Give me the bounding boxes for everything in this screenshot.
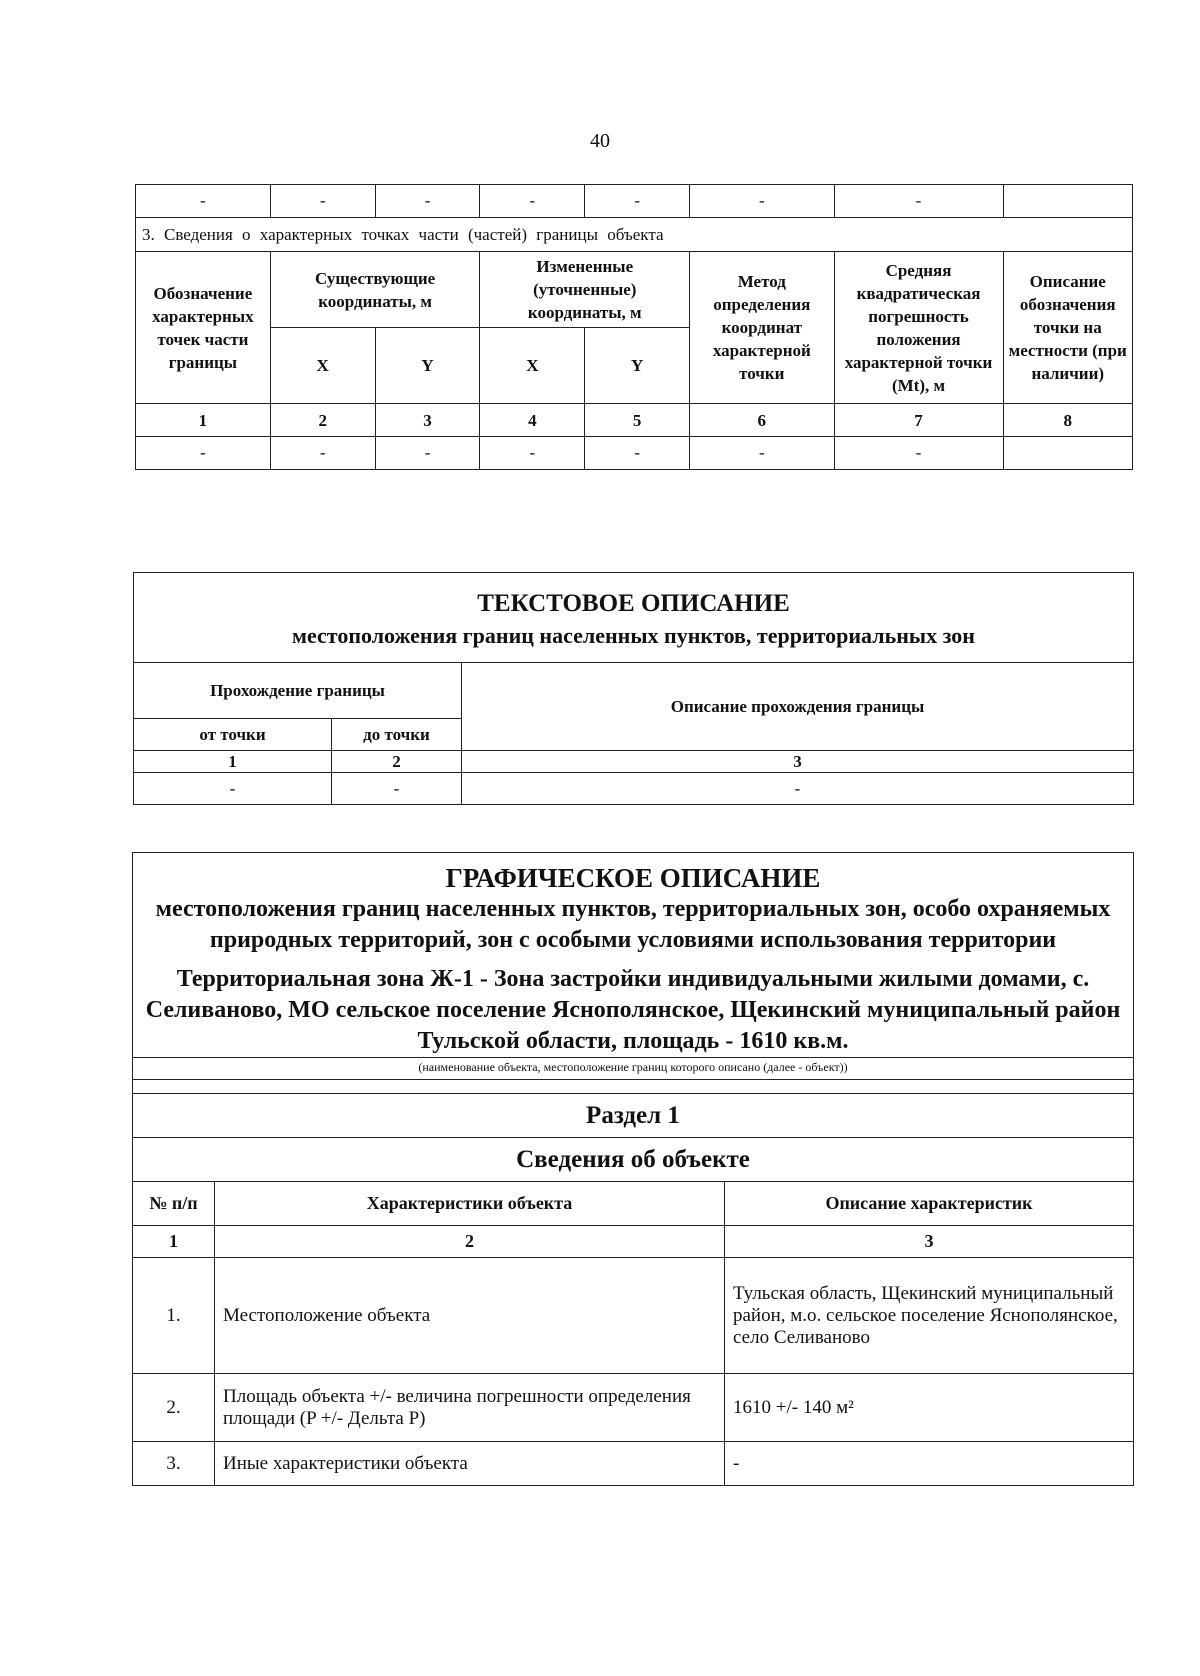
header-changed-coords: Измененные (уточненные) координаты, м [480, 252, 690, 328]
header-x-changed: X [480, 328, 585, 404]
data-cell: - [136, 437, 271, 470]
header-existing-coords: Существующие координаты, м [270, 252, 480, 328]
top-cell: - [136, 185, 271, 218]
top-cell [1003, 185, 1132, 218]
header-method: Метод определения координат характерной точки [690, 252, 834, 404]
column-number: 1 [136, 404, 271, 437]
header-passage: Прохождение границы [134, 663, 462, 719]
top-cell: - [690, 185, 834, 218]
top-cell: - [375, 185, 480, 218]
section-number: Раздел 1 [133, 1094, 1134, 1138]
row-number: 2. [133, 1374, 215, 1442]
header-y-changed: Y [585, 328, 690, 404]
graphic-description-title: ГРАФИЧЕСКОЕ ОПИСАНИЕ [445, 863, 821, 893]
header-characteristic-description: Описание характеристик [725, 1182, 1134, 1226]
column-number: 2 [215, 1226, 725, 1258]
text-description-title: ТЕКСТОВОЕ ОПИСАНИЕ [477, 589, 790, 617]
row-characteristic: Площадь объекта +/- величина погрешности определения площади (P +/- Дельта P) [215, 1374, 725, 1442]
data-cell [1003, 437, 1132, 470]
top-cell: - [834, 185, 1003, 218]
data-cell: - [585, 437, 690, 470]
table-row [133, 1374, 1134, 1442]
data-cell: - [462, 773, 1134, 805]
column-number: 6 [690, 404, 834, 437]
graphic-description-heading [133, 853, 1134, 957]
column-number: 1 [133, 1226, 215, 1258]
header-number: № п/п [133, 1182, 215, 1226]
column-number: 2 [270, 404, 375, 437]
header-designation: Обозначение характерных точек части границы [136, 252, 271, 404]
top-cell: - [270, 185, 375, 218]
top-cell: - [480, 185, 585, 218]
text-description-subtitle: местоположения границ населенных пунктов, территориальных зон [292, 622, 975, 648]
column-number: 7 [834, 404, 1003, 437]
header-characteristic: Характеристики объекта [215, 1182, 725, 1226]
header-passage-description: Описание прохождения границы [462, 663, 1134, 751]
header-x-existing: X [270, 328, 375, 404]
row-number: 3. [133, 1442, 215, 1486]
data-cell: - [834, 437, 1003, 470]
column-number: 4 [480, 404, 585, 437]
header-y-existing: Y [375, 328, 480, 404]
page-number: 40 [590, 130, 610, 152]
row-characteristic: Местоположение объекта [215, 1258, 725, 1374]
header-to-point: до точки [332, 719, 462, 751]
text-description-heading [134, 573, 1134, 663]
spacer-row [133, 1080, 1134, 1094]
row-characteristic: Иные характеристики объекта [215, 1442, 725, 1486]
column-number: 1 [134, 751, 332, 773]
column-number: 3 [375, 404, 480, 437]
data-cell: - [690, 437, 834, 470]
top-cell: - [585, 185, 690, 218]
column-number: 3 [725, 1226, 1134, 1258]
header-from-point: от точки [134, 719, 332, 751]
data-cell: - [375, 437, 480, 470]
row-value: Тульская область, Щекинский муниципальный район, м.о. сельское поселение Яснополянское, село Селиваново [725, 1258, 1134, 1374]
section-title: 3. Сведения о характерных точках части (частей) границы объекта [136, 218, 1133, 252]
boundary-points-table [135, 184, 1133, 470]
data-cell: - [270, 437, 375, 470]
row-value: - [725, 1442, 1134, 1486]
row-number: 1. [133, 1258, 215, 1374]
graphic-description-subtitle: местоположения границ населенных пунктов, территориальных зон, особо охраняемых природных территорий, зон с особыми условиями использования территории [155, 896, 1111, 953]
data-cell: - [134, 773, 332, 805]
column-number: 3 [462, 751, 1134, 773]
column-number: 8 [1003, 404, 1132, 437]
data-cell: - [332, 773, 462, 805]
column-number: 5 [585, 404, 690, 437]
graphic-description-table [132, 852, 1134, 1486]
table-row [133, 1258, 1134, 1374]
row-value: 1610 +/- 140 м² [725, 1374, 1134, 1442]
table-row [133, 1442, 1134, 1486]
section-title: Сведения об объекте [133, 1138, 1134, 1182]
header-error: Средняя квадратическая погрешность положения характерной точки (Mt), м [834, 252, 1003, 404]
header-description: Описание обозначения точки на местности (при наличии) [1003, 252, 1132, 404]
object-name: Территориальная зона Ж-1 - Зона застройки индивидуальными жилыми домами, с. Селиваново, МО сельское поселение Яснополянское, Щекинский муниципальный район Тульской области, площадь - 1610 кв.м. [133, 956, 1134, 1058]
object-name-caption: (наименование объекта, местоположение границ которого описано (далее - объект)) [133, 1058, 1134, 1080]
text-description-table [133, 572, 1134, 805]
column-number: 2 [332, 751, 462, 773]
data-cell: - [480, 437, 585, 470]
